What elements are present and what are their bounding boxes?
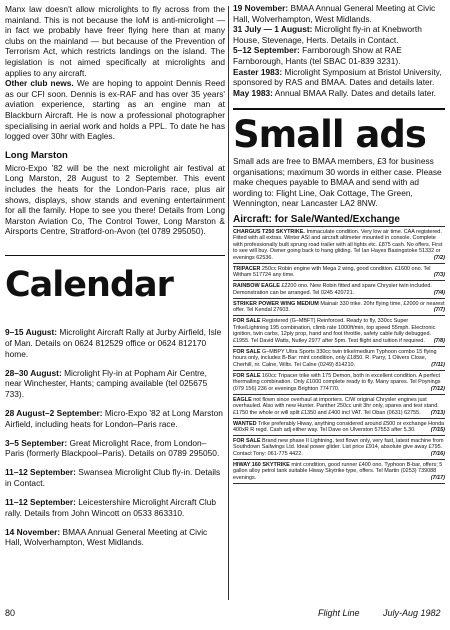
ad-text: not flown since overhaul at importers. C/W original Chrysler engines just overhauled. Also with new Hunter. Panther 250cc unit 3hr only, spares and test stand. £1750 the whole or will split £1350 and £400 incl VAT. Tel Oban (0631) 62755. bbox=[233, 396, 439, 416]
entry-date: Easter 1983: bbox=[233, 66, 283, 77]
small-ads-intro: Small ads are free to BMAA members, £3 for business organisations; maximum 30 words in either case. Please make cheques payable to BMAA and send with ad wording to: Flight Line, Oak Cottage, The Green, Wennington, near Lancaster LA2 8NW. bbox=[233, 155, 442, 209]
classified-ad bbox=[233, 419, 445, 436]
calendar-entry bbox=[233, 45, 445, 66]
ad-heading: EAGLE bbox=[233, 396, 252, 403]
calendar-list bbox=[5, 327, 225, 548]
classified-ad bbox=[233, 227, 445, 264]
column-divider bbox=[228, 6, 229, 600]
long-marston-heading: Long Marston bbox=[5, 149, 68, 161]
classified-ad bbox=[233, 371, 445, 395]
small-ads-title: Small ads bbox=[233, 112, 426, 156]
entry-text: Microlight Fly-in at Popham Air Centre, near Winchester, Hants; camping available (tel 025675 733). bbox=[5, 367, 208, 399]
ad-text: £2200 ono. New Robin fitted and spare Chrysler twin included. Demonstration can be arranged. Tel 0245 420721. bbox=[233, 283, 432, 296]
ad-heading: CHARGUS T250 SKYTRIKE. bbox=[233, 228, 305, 235]
entry-text: BMAA Annual General Meeting at Civic Hall, Wolverhampton, West Midlands. bbox=[233, 3, 436, 24]
ad-heading: FOR SALE bbox=[233, 372, 261, 379]
ad-heading: FOR SALE bbox=[233, 438, 261, 444]
calendar-entry bbox=[5, 497, 225, 518]
entry-date: 28–30 August: bbox=[5, 367, 62, 378]
left-column bbox=[5, 0, 225, 556]
entry-text: Microlight Aircraft Rally at Jurby Airfield, Isle of Man. Details on 0624 812529 office or 0624 812170 home. bbox=[5, 327, 222, 359]
ad-text: 160cc Tripacer trike with 175 Demon, both in excellent condition. A perfect thermalling combination. Only £1000 complete ready to fly. Many spares. Tel Poynings (079 156) 236 or evenings Brighton 774770. bbox=[233, 372, 441, 392]
entry-text: Leicestershire Microlight Aircraft Club rally. Details from John Wincott on 0533 863310. bbox=[5, 497, 217, 518]
intro-paragraph: Manx law doesn't allow microlights to fly across from the mainland. This is not because the IoM is anti-microlight — in fact we probably have freer flying here than at many clubs on the mainland — but because of the Prevention of Terrorism Act, which restricts landings on the island. The legislation is not aimed specifically at microlights and applies to any aircraft. bbox=[5, 4, 225, 78]
classified-ad bbox=[233, 281, 445, 298]
ad-text: Trike preferably Hiway, anything considered around £500 or exchange Honda 400xR R regd. Cash adj either way. Tel Dave on Ulverston 57553 after 5.30. bbox=[233, 420, 445, 434]
ads-section-heading: Aircraft: for Sale/Wanted/Exchange bbox=[233, 214, 445, 227]
entry-text: Micro-Expo '82 at Long Marston Airfield, including heats for London–Paris race. bbox=[5, 408, 223, 429]
entry-text: Swansea Microlight Club fly-in. Details in Contact. bbox=[5, 467, 221, 488]
page-number: 80 bbox=[5, 608, 16, 618]
ad-reference: (7/13) bbox=[430, 409, 445, 416]
ad-text: G–MBPY Ultra Sports 330cc twin trike/medium Typhoon combo 15 flying hours only, includes B-Bar: mint condition, only £1850. R. Parry, 1 Olivers Close, Cherhill, nr. Calne, Wilts. Tel Calne (0249) 814210. bbox=[233, 348, 437, 368]
entry-text: Annual BMAA Rally. Dates and details later. bbox=[274, 87, 436, 98]
publication-name: Flight Line bbox=[318, 608, 360, 618]
entry-text: BMAA Annual General Meeting at Civic Hall, Wolverhampton, West Midlands. bbox=[5, 526, 208, 548]
calendar-entry bbox=[233, 88, 445, 99]
calendar-entry bbox=[233, 67, 445, 88]
classified-ad bbox=[233, 395, 445, 419]
entry-date: 14 November: bbox=[5, 526, 61, 537]
ad-reference: (7/16) bbox=[430, 450, 445, 457]
ad-text: Mainair 330 trike. 20hr flying time, £2000 or nearest offer. Tel Kendal 27603. bbox=[233, 300, 445, 314]
classified-ad bbox=[233, 460, 445, 484]
ad-reference: (7/3) bbox=[433, 272, 445, 279]
entry-date: 3–5 September: bbox=[5, 437, 68, 448]
club-news-text: We are hoping to appoint Dennis Reed as our CFI soon. Dennis is ex-RAF and has over 35 years' aviation experience, starting as an engine man at Blackburn Aircraft. He is now a professional photographer specialising in aerial work and holds a PPL. To date he has logged over 30hr with Eagles. bbox=[5, 78, 225, 142]
ad-reference: (7/17) bbox=[430, 474, 445, 481]
calendar-entry bbox=[5, 467, 225, 488]
ad-heading: WANTED bbox=[233, 420, 257, 427]
ad-reference: (7/4) bbox=[433, 289, 445, 296]
ad-text: Registered (G–MBFT) Reinforced. Ready to fly, 330cc Super Trike/Lightning 195 combination, climb rate 1000ft/min, top speed 55mph. Electronic ignition, twin carbs, 12ply prop, hand and foot throttle, safety cable fully debugged. £1955. Tel David Watts, Nutley 2977 after 5pm. Test flight and tuition if required. bbox=[233, 318, 436, 344]
classified-ad bbox=[233, 347, 445, 371]
entry-date: 9–15 August: bbox=[5, 327, 58, 338]
ad-text: Immaculate condition. Very low air time. CAA registered. Fitted with all extras. Winter ASI and aircraft altimeter mounted in console. Complete with professionally built sprung road trailer with all lights etc. £875 cash. No offers. First to see will buy. Owner going back to hang gliding. Tel Ian Hayes Basingstoke 51332 or evenings 62536. bbox=[233, 228, 443, 261]
calendar-entry bbox=[5, 368, 225, 400]
calendar-entry bbox=[5, 527, 225, 548]
ad-heading: HIWAY 160 SKYTRIKE bbox=[233, 461, 290, 468]
ad-heading: FOR SALE bbox=[233, 318, 261, 325]
ad-heading: RAINBOW EAGLE bbox=[233, 283, 280, 290]
right-column bbox=[233, 0, 445, 484]
ad-reference: (7/11) bbox=[431, 361, 445, 368]
entry-date: 19 November: bbox=[233, 3, 289, 13]
entry-text: Microlight fly-in at Knebworth House, Stevenage, Herts. Details in Contact. bbox=[233, 24, 422, 45]
entry-date: 31 July — 1 August: bbox=[233, 24, 313, 35]
classified-ad bbox=[233, 299, 445, 316]
entry-date: 28 August–2 September: bbox=[5, 408, 103, 419]
small-ads-top-rule bbox=[233, 108, 445, 110]
entry-date: 5–12 September: bbox=[233, 45, 300, 56]
club-news-heading: Other club news. bbox=[5, 78, 74, 89]
ad-text: mint condition, good runner £400 ono. Typhoon B-bar, offers; 5 gallon alloy petrol tank suitable Hiway Skytrike type, offers. Tel Martin (0253) 739088 evenings. bbox=[233, 461, 443, 481]
club-news-paragraph bbox=[5, 78, 225, 142]
ad-heading: FOR SALE bbox=[233, 348, 261, 355]
entry-text: Microlight Symposium at Bristol University, sponsored by RAS and BMAA. Dates and details later. bbox=[233, 66, 442, 88]
calendar-entry bbox=[5, 327, 225, 359]
ad-reference: (7/2) bbox=[433, 254, 445, 261]
long-marston-paragraph: Micro-Expo '82 will be the next microlight air festival at Long Marston, 28 August to 2 September. This event includes the heats for the London-Paris race, plus air shows, displays, show stands and evening entertainment for all the family. Hope to see you there! Details from Long Marston Aviation Co, The Control Tower, Long Marston & Airsports Centre, Stratford-on-Avon (tel 0789 295050). bbox=[5, 162, 225, 237]
ad-reference: (7/7) bbox=[433, 307, 445, 314]
ad-reference: (7/12) bbox=[430, 385, 445, 392]
entry-date: 11–12 September: bbox=[5, 467, 76, 478]
ad-reference: (7/15) bbox=[430, 427, 445, 434]
ad-reference: (7/8) bbox=[433, 337, 445, 344]
classified-ad bbox=[233, 264, 445, 281]
entry-text: Great Microlight Race, from London–Paris (formerly Blackpool–Paris). Details on 0789 295050. bbox=[5, 437, 220, 459]
calendar-entry bbox=[233, 24, 445, 45]
calendar-top-rule bbox=[5, 255, 225, 257]
calendar-entry bbox=[233, 3, 445, 24]
ad-text: 250cc Robin engine with Mega 2 wing, good condition. £1600 ono. Tel Witham 517724 any time. bbox=[233, 265, 431, 279]
calendar-entry bbox=[5, 408, 225, 429]
entry-date: May 1983: bbox=[233, 87, 273, 98]
entry-date: 11–12 September: bbox=[5, 497, 76, 508]
ads-list bbox=[233, 227, 445, 484]
classified-ad bbox=[233, 316, 445, 346]
issue-date: July-Aug 1982 bbox=[383, 608, 441, 618]
calendar-entry bbox=[5, 438, 225, 459]
ad-text: Brand new phase II Lightning, test flown only, very fast, latest machine from Southdown Sailwings Ltd. Ideal power glider. List price £914, absolute give away £795. Contact Tony: 061-775 4422. bbox=[233, 438, 444, 457]
entry-text: Farnborough Show at RAE Farnborough, Hants (tel SBAC 01-839 3231). bbox=[233, 45, 402, 66]
calendar-title: Calendar bbox=[5, 265, 173, 306]
classified-ad bbox=[233, 436, 445, 460]
page-footer bbox=[5, 605, 445, 623]
ad-heading: STRIKER POWER WING MEDIUM bbox=[233, 300, 319, 307]
ad-heading: TRIPACER bbox=[233, 265, 261, 272]
